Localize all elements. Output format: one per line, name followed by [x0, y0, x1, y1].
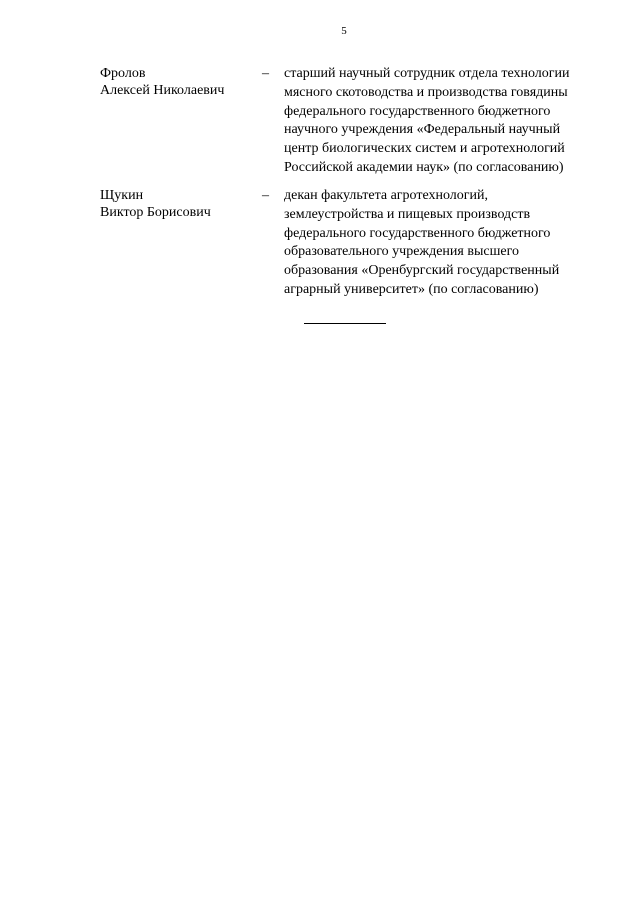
member-given-names: Алексей Николаевич — [100, 83, 225, 98]
member-description — [284, 65, 604, 178]
member-surname: Щукин — [100, 188, 144, 203]
description-line: центр биологических систем и агротехнологий — [284, 141, 565, 157]
end-of-document-rule — [304, 323, 386, 324]
description-line: Российской академии наук» (по согласованию) — [284, 159, 564, 175]
dash-separator: – — [262, 188, 269, 203]
description-line: федерального государственного бюджетного — [284, 103, 551, 119]
member-given-names: Виктор Борисович — [100, 205, 211, 220]
member-description — [284, 187, 604, 300]
description-line: землеустройства и пищевых производств — [284, 206, 531, 222]
description-line: образования «Оренбургский государственный — [284, 263, 560, 279]
dash-separator: – — [262, 66, 269, 81]
description-line: аграрный университет» (по согласованию) — [284, 281, 539, 297]
description-line: федерального государственного бюджетного — [284, 225, 551, 241]
description-line: научного учреждения «Федеральный научный — [284, 122, 561, 138]
member-name — [100, 65, 260, 99]
member-name — [100, 187, 260, 221]
description-line: старший научный сотрудник отдела технологии — [284, 66, 570, 81]
description-line: декан факультета агротехнологий, — [284, 188, 489, 203]
page-number: 5 — [341, 25, 347, 37]
member-surname: Фролов — [100, 66, 146, 81]
description-line: образовательного учреждения высшего — [284, 244, 519, 260]
description-line: мясного скотоводства и производства говядины — [284, 84, 568, 100]
